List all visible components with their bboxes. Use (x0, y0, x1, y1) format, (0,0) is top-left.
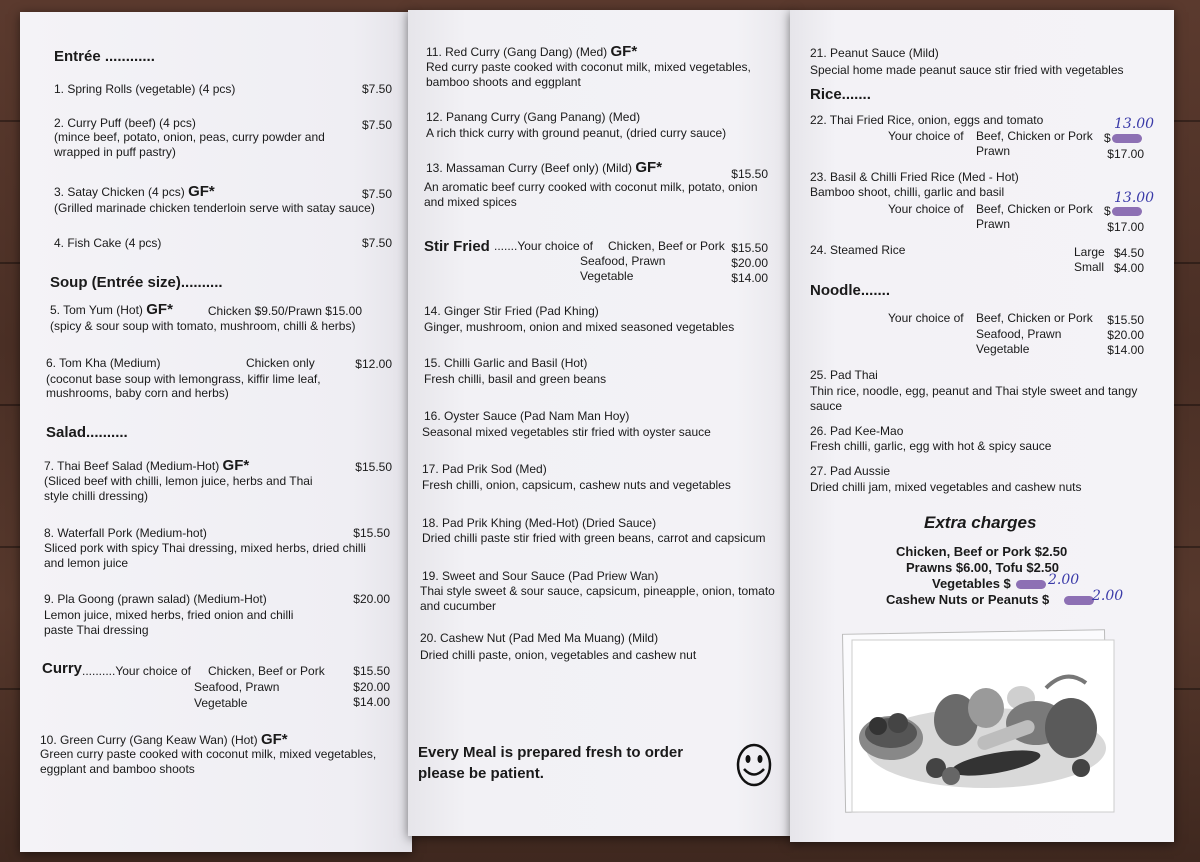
item-description: Lemon juice, mixed herbs, fried onion and chilli (44, 608, 294, 622)
section-heading-soup: Soup (Entrée size).......... (50, 274, 223, 291)
item-price: $12.00 (355, 357, 392, 371)
item-price: $20.00 (353, 680, 390, 694)
section-heading-curry: Curry (42, 660, 83, 677)
noodle-choice-label: Your choice of (888, 311, 964, 325)
item-fish-cake: 4. Fish Cake (4 pcs) (54, 236, 162, 250)
item-thai-fried-rice: 22. Thai Fried Rice, onion, eggs and tomato (810, 113, 1044, 127)
item-panang-curry: 12. Panang Curry (Gang Panang) (Med) (426, 110, 641, 124)
item-description: paste Thai dressing (44, 623, 149, 637)
footer-note: Every Meal is prepared fresh to order (418, 744, 684, 761)
rice-option: Prawn (976, 144, 1011, 158)
price-dollar: $ (1104, 131, 1111, 145)
stir-fried-choice-label: .......Your choice of (494, 239, 593, 253)
vegetables-illustration (836, 628, 1126, 816)
item-description: style chilli dressing) (44, 489, 149, 503)
item-price: $15.50 (355, 460, 392, 474)
extra-charge-line: Chicken, Beef or Pork $2.50 (896, 544, 1068, 559)
rice-option: Prawn (976, 217, 1011, 231)
item-price: $4.00 (1113, 261, 1144, 275)
rice-option: Beef, Chicken or Pork (976, 129, 1093, 143)
footer-note: please be patient. (418, 765, 544, 782)
item-price: $14.00 (1107, 343, 1144, 357)
gluten-free-badge: GF* (222, 457, 250, 474)
item-basil-chilli-fried-rice: 23. Basil & Chilli Fried Rice (Med - Hot) (810, 170, 1019, 184)
gluten-free-badge: GF* (188, 183, 215, 200)
item-thai-beef-salad: 7. Thai Beef Salad (Medium-Hot) GF* (44, 457, 250, 474)
crossed-out-price (1112, 207, 1142, 216)
extra-charges-heading: Extra charges (924, 513, 1037, 532)
item-pla-goong: 9. Pla Goong (prawn salad) (Medium-Hot) (44, 592, 267, 606)
item-description: Seasonal mixed vegetables stir fried with oyster sauce (422, 425, 711, 439)
item-description: bamboo shoots and eggplant (426, 75, 581, 89)
item-pad-prik-khing: 18. Pad Prik Khing (Med-Hot) (Dried Sauce) (422, 516, 657, 530)
item-description: Fresh chilli, garlic, egg with hot & spicy sauce (810, 439, 1052, 453)
menu-panel-right (790, 10, 1174, 842)
item-description: mushrooms, baby corn and herbs) (46, 386, 229, 400)
item-description: sauce (810, 399, 843, 413)
handwritten-price: 13.00 (1114, 190, 1155, 206)
item-description: (mince beef, potato, onion, peas, curry powder and (54, 130, 325, 144)
item-description: Thin rice, noodle, egg, peanut and Thai style sweet and tangy (810, 384, 1138, 398)
gluten-free-badge: GF* (146, 301, 173, 318)
item-description: An aromatic beef curry cooked with coconut milk, potato, onion (424, 180, 758, 194)
item-description: Fresh chilli, basil and green beans (424, 372, 607, 386)
rice-choice-label: Your choice of (888, 202, 964, 216)
item-description: Bamboo shoot, chilli, garlic and basil (810, 185, 1005, 199)
item-curry-puff: 2. Curry Puff (beef) (4 pcs) (54, 116, 196, 130)
item-description: and lemon juice (44, 556, 129, 570)
price-dollar: $ (1104, 204, 1111, 218)
curry-option: Vegetable (194, 696, 248, 710)
item-price: $7.50 (361, 187, 392, 201)
item-pad-kee-mao: 26. Pad Kee-Mao (810, 424, 904, 438)
section-heading-entree: Entrée ............ (54, 48, 155, 65)
item-price: $17.00 (1107, 220, 1144, 234)
item-description: and cucumber (420, 599, 497, 613)
item-tom-kha: 6. Tom Kha (Medium) (46, 356, 161, 370)
item-description: Dried chilli paste stir fried with green beans, carrot and capsicum (422, 531, 766, 545)
gluten-free-badge: GF* (260, 731, 288, 748)
item-description: and mixed spices (424, 195, 517, 209)
item-price: $4.50 (1113, 246, 1144, 260)
item-description: wrapped in puff pastry) (54, 145, 176, 159)
noodle-option: Seafood, Prawn (976, 327, 1062, 341)
rice-choice-label: Your choice of (888, 129, 964, 143)
extra-charge-line: Vegetables $ (932, 576, 1011, 591)
item-pad-prik-sod: 17. Pad Prik Sod (Med) (422, 462, 547, 476)
smiley-face-icon (734, 742, 774, 788)
item-description: Dried chilli jam, mixed vegetables and cashew nuts (810, 480, 1082, 494)
item-price: $15.50 (353, 526, 390, 540)
section-heading-stir-fried: Stir Fried (424, 238, 490, 255)
item-option: Chicken only (246, 356, 315, 370)
item-spring-rolls: 1. Spring Rolls (vegetable) (4 pcs) (54, 82, 236, 96)
item-description: Fresh chilli, onion, capsicum, cashew nuts and vegetables (422, 478, 731, 492)
item-price: $20.00 (1107, 328, 1144, 342)
item-price: $17.00 (1107, 147, 1144, 161)
crossed-out-price (1016, 580, 1046, 589)
size-label: Large (1074, 245, 1105, 259)
extra-charge-line: Cashew Nuts or Peanuts $ (886, 592, 1050, 607)
item-description: Sliced pork with spicy Thai dressing, mixed herbs, dried chilli (44, 541, 366, 555)
gluten-free-badge: GF* (635, 159, 663, 176)
item-massaman-curry: 13. Massaman Curry (Beef only) (Mild) GF* (426, 159, 663, 176)
item-description: (coconut base soup with lemongrass, kiffir lime leaf, (46, 372, 321, 386)
curry-choice-label: ..........Your choice of (82, 664, 191, 678)
handwritten-price: 2.00 (1048, 572, 1080, 588)
item-price: $15.50 (731, 167, 768, 181)
curry-option: Chicken, Beef or Pork (208, 664, 325, 678)
item-waterfall-pork: 8. Waterfall Pork (Medium-hot) (44, 526, 207, 540)
item-price: $7.50 (361, 236, 392, 250)
item-price: $20.00 (731, 256, 768, 270)
item-price: $14.00 (731, 271, 768, 285)
item-price: $15.50 (731, 241, 768, 255)
section-heading-noodle: Noodle....... (810, 282, 891, 299)
item-price: $15.50 (1107, 313, 1144, 327)
item-description: Green curry paste cooked with coconut milk, mixed vegetables, (40, 747, 377, 761)
item-description: Thai style sweet & sour sauce, capsicum, pineapple, onion, tomato (420, 584, 775, 598)
item-peanut-sauce: 21. Peanut Sauce (Mild) (810, 46, 939, 60)
curry-option: Seafood, Prawn (194, 680, 280, 694)
item-price: $15.50 (353, 664, 390, 678)
item-description: Ginger, mushroom, onion and mixed seasoned vegetables (424, 320, 735, 334)
item-sweet-and-sour: 19. Sweet and Sour Sauce (Pad Priew Wan) (422, 569, 659, 583)
item-description: (Grilled marinade chicken tenderloin serve with satay sauce) (54, 201, 375, 215)
item-description: (spicy & sour soup with tomato, mushroom, chilli & herbs) (50, 319, 356, 333)
item-cashew-nut: 20. Cashew Nut (Pad Med Ma Muang) (Mild) (420, 631, 659, 645)
item-price: $20.00 (353, 592, 390, 606)
item-pad-aussie: 27. Pad Aussie (810, 464, 891, 478)
stir-fried-option: Vegetable (580, 269, 634, 283)
rice-option: Beef, Chicken or Pork (976, 202, 1093, 216)
stir-fried-option: Seafood, Prawn (580, 254, 666, 268)
item-description: A rich thick curry with ground peanut, (dried curry sauce) (426, 126, 727, 140)
item-description: Red curry paste cooked with coconut milk, mixed vegetables, (426, 60, 751, 74)
crossed-out-price (1064, 596, 1094, 605)
item-satay-chicken: 3. Satay Chicken (4 pcs) GF* (54, 183, 215, 200)
handwritten-price: 13.00 (1114, 116, 1155, 132)
item-steamed-rice: 24. Steamed Rice (810, 243, 906, 257)
section-heading-rice: Rice....... (810, 86, 871, 103)
item-price: Chicken $9.50/Prawn $15.00 (207, 304, 362, 318)
item-price: $7.50 (361, 82, 392, 96)
item-price: $14.00 (353, 695, 390, 709)
menu-panel-middle (408, 10, 794, 836)
item-pad-thai: 25. Pad Thai (810, 368, 878, 382)
item-price: $7.50 (361, 118, 392, 132)
size-label: Small (1074, 260, 1105, 274)
item-oyster-sauce: 16. Oyster Sauce (Pad Nam Man Hoy) (424, 409, 630, 423)
menu-panel-left (20, 12, 412, 852)
item-description: eggplant and bamboo shoots (40, 762, 195, 776)
item-green-curry: 10. Green Curry (Gang Keaw Wan) (Hot) GF* (40, 731, 288, 748)
gluten-free-badge: GF* (610, 43, 638, 60)
item-description: Dried chilli paste, onion, vegetables and cashew nut (420, 648, 697, 662)
item-description: (Sliced beef with chilli, lemon juice, herbs and Thai (44, 474, 313, 488)
stir-fried-option: Chicken, Beef or Pork (608, 239, 725, 253)
crossed-out-price (1112, 134, 1142, 143)
extra-charge-line: Prawns $6.00, Tofu $2.50 (906, 560, 1059, 575)
noodle-option: Vegetable (976, 342, 1030, 356)
item-ginger-stir-fried: 14. Ginger Stir Fried (Pad Khing) (424, 304, 599, 318)
handwritten-price: 2.00 (1092, 588, 1124, 604)
item-chilli-garlic-basil: 15. Chilli Garlic and Basil (Hot) (424, 356, 588, 370)
section-heading-salad: Salad.......... (46, 424, 128, 441)
item-tom-yum: 5. Tom Yum (Hot) GF* (50, 301, 173, 318)
noodle-option: Beef, Chicken or Pork (976, 311, 1093, 325)
item-description: Special home made peanut sauce stir fried with vegetables (810, 63, 1124, 77)
item-red-curry: 11. Red Curry (Gang Dang) (Med) GF* (426, 43, 638, 60)
